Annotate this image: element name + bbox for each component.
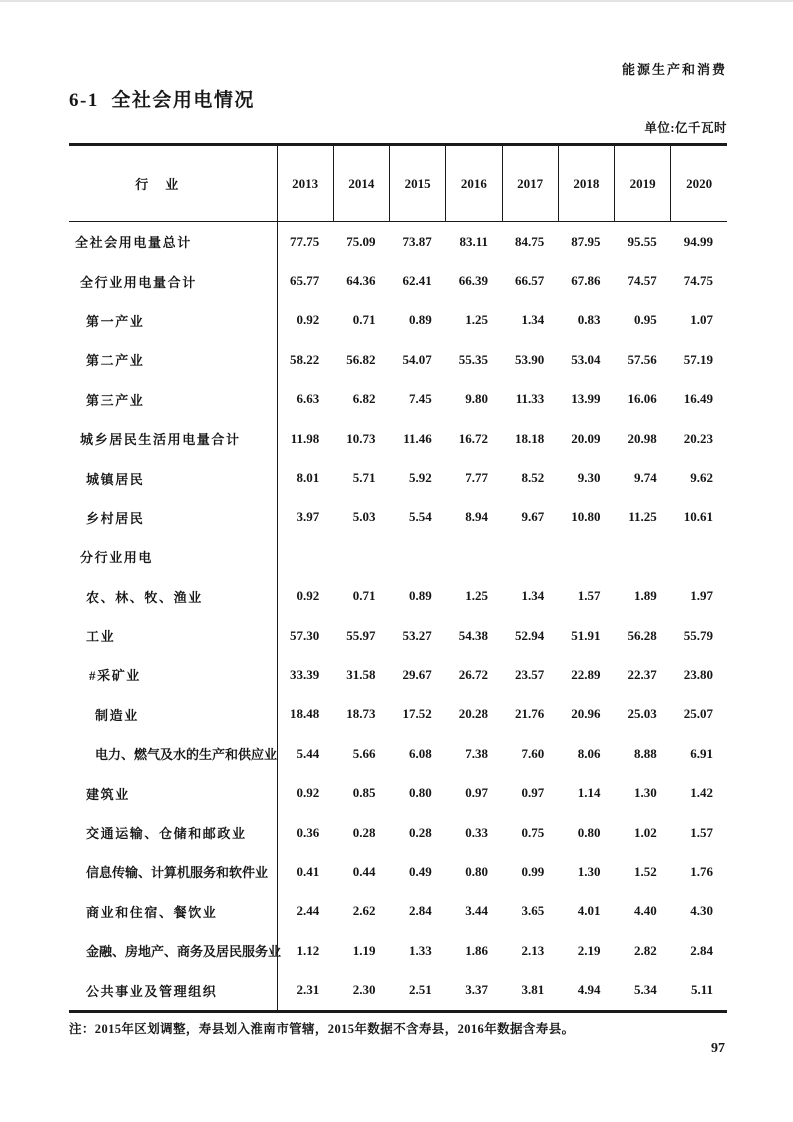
value-cell: 17.52 [402, 706, 432, 722]
value-cell: 22.89 [571, 666, 601, 682]
row-label: 农、林、牧、渔业 [86, 589, 203, 605]
value-cell: 0.41 [277, 852, 333, 891]
value-cell: 4.01 [577, 903, 601, 919]
value-cell: 1.19 [352, 942, 376, 958]
value-cell: 6.63 [277, 380, 333, 419]
column-header-year: 2018 [558, 145, 614, 222]
value-cell: 29.67 [402, 666, 432, 682]
row-label: 全社会用电量总计 [75, 235, 192, 251]
value-cell: 84.75 [515, 233, 545, 249]
value-cell: 2.13 [521, 942, 545, 958]
value-cell: 1.12 [277, 931, 333, 970]
value-cell: 8.88 [634, 745, 657, 761]
value-cell: 57.19 [683, 351, 713, 367]
value-cell: 1.57 [690, 824, 713, 840]
value-cell: 0.89 [409, 312, 432, 328]
value-cell: 2.19 [577, 942, 601, 958]
value-cell: 23.57 [515, 666, 545, 682]
value-cell: 5.44 [277, 734, 333, 773]
value-cell: 9.67 [521, 509, 545, 525]
table-container [69, 143, 727, 1013]
value-cell: 5.11 [690, 982, 713, 998]
value-cell: 2.30 [352, 982, 376, 998]
table-row [69, 695, 727, 734]
row-label: 乡村居民 [86, 510, 145, 526]
value-cell: 9.62 [690, 470, 713, 486]
value-cell: 5.92 [409, 470, 432, 486]
value-cell: 67.86 [571, 273, 601, 289]
value-cell: 18.48 [277, 695, 333, 734]
value-cell: 1.33 [409, 942, 432, 958]
value-cell: 8.52 [521, 470, 545, 486]
value-cell: 4.30 [690, 903, 713, 919]
row-label: 制造业 [95, 707, 139, 723]
value-cell: 1.42 [690, 785, 713, 801]
value-cell: 64.36 [346, 273, 376, 289]
value-cell: 6.91 [690, 745, 713, 761]
value-cell: 11.25 [628, 509, 657, 525]
column-header-year: 2015 [390, 145, 446, 222]
value-cell: 20.96 [571, 706, 601, 722]
value-cell: 0.89 [409, 588, 432, 604]
value-cell: 0.92 [277, 577, 333, 616]
table-row [69, 261, 727, 300]
row-label: 建筑业 [86, 786, 130, 802]
value-cell: 3.44 [465, 903, 488, 919]
page-number: 97 [711, 1041, 725, 1056]
row-label: #采矿业 [89, 668, 141, 684]
value-cell: 52.94 [515, 627, 545, 643]
value-cell: 9.74 [634, 470, 657, 486]
value-cell: 7.38 [465, 745, 488, 761]
value-cell: 54.07 [402, 351, 432, 367]
value-cell: 66.39 [458, 273, 488, 289]
value-cell: 18.73 [346, 706, 376, 722]
value-cell: 5.66 [352, 745, 376, 761]
row-label: 城镇居民 [86, 471, 145, 487]
table-row [69, 813, 727, 852]
page-title: 6-1 全社会用电情况 [69, 90, 255, 111]
row-label: 交通运输、仓储和邮政业 [86, 826, 247, 842]
table-row [69, 380, 727, 419]
value-cell: 23.80 [683, 666, 713, 682]
value-cell: 21.76 [515, 706, 545, 722]
value-cell: 4.94 [577, 982, 601, 998]
value-cell: 3.65 [521, 903, 545, 919]
value-cell: 1.07 [690, 312, 713, 328]
table-header-row [69, 145, 727, 222]
value-cell: 10.73 [346, 430, 376, 446]
value-cell: 56.82 [346, 351, 376, 367]
value-cell: 7.77 [465, 470, 488, 486]
column-header-year: 2019 [615, 145, 671, 222]
value-cell: 10.61 [683, 509, 713, 525]
value-cell: 74.57 [627, 273, 657, 289]
value-cell: 0.28 [409, 824, 432, 840]
value-cell [277, 537, 333, 576]
value-cell: 26.72 [458, 666, 488, 682]
value-cell: 1.89 [634, 588, 657, 604]
value-cell: 1.34 [521, 312, 545, 328]
table-row [69, 222, 727, 262]
value-cell: 0.28 [352, 824, 376, 840]
value-cell: 25.03 [627, 706, 657, 722]
column-header-year: 2016 [446, 145, 502, 222]
value-cell: 16.72 [458, 430, 488, 446]
value-cell: 0.80 [465, 863, 488, 879]
table-row [69, 734, 727, 773]
value-cell: 2.82 [634, 942, 657, 958]
value-cell: 0.99 [521, 863, 545, 879]
value-cell: 5.34 [634, 982, 657, 998]
value-cell: 0.95 [634, 312, 657, 328]
column-header-industry: 行 业 [69, 145, 277, 222]
value-cell: 7.60 [521, 745, 545, 761]
value-cell [558, 537, 614, 576]
row-label: 信息传输、计算机服务和软件业 [86, 865, 269, 881]
value-cell: 51.91 [571, 627, 601, 643]
value-cell: 0.71 [352, 312, 376, 328]
row-label: 公共事业及管理组织 [86, 983, 218, 999]
value-cell: 2.44 [277, 892, 333, 931]
table-row [69, 655, 727, 694]
row-label: 第三产业 [86, 392, 145, 408]
value-cell: 18.18 [515, 430, 545, 446]
value-cell: 73.87 [402, 233, 432, 249]
value-cell: 0.92 [277, 773, 333, 812]
row-label: 工业 [86, 629, 116, 645]
value-cell: 1.34 [521, 588, 545, 604]
column-header-year: 2013 [277, 145, 333, 222]
value-cell: 0.85 [352, 785, 376, 801]
value-cell: 1.57 [577, 588, 601, 604]
value-cell: 2.84 [409, 903, 432, 919]
table-row [69, 419, 727, 458]
value-cell: 0.36 [277, 813, 333, 852]
value-cell: 1.14 [577, 785, 601, 801]
value-cell: 0.97 [465, 785, 488, 801]
value-cell: 0.71 [352, 588, 376, 604]
value-cell: 2.62 [352, 903, 376, 919]
value-cell: 9.30 [577, 470, 601, 486]
electricity-consumption-table [69, 143, 727, 1013]
table-row [69, 340, 727, 379]
value-cell: 0.80 [409, 785, 432, 801]
value-cell: 2.31 [277, 970, 333, 1011]
row-label: 第二产业 [86, 353, 145, 369]
table-row [69, 970, 727, 1011]
value-cell: 1.30 [577, 863, 601, 879]
value-cell: 1.02 [634, 824, 657, 840]
value-cell [502, 537, 558, 576]
value-cell: 0.92 [277, 301, 333, 340]
table-header [69, 145, 727, 222]
value-cell: 0.75 [521, 824, 545, 840]
row-label: 分行业用电 [80, 550, 154, 566]
value-cell: 55.35 [458, 351, 488, 367]
value-cell: 8.01 [277, 458, 333, 497]
value-cell: 3.81 [521, 982, 545, 998]
table-row [69, 616, 727, 655]
value-cell: 0.80 [577, 824, 601, 840]
table-row [69, 892, 727, 931]
value-cell: 83.11 [459, 233, 488, 249]
row-label: 全行业用电量合计 [80, 274, 197, 290]
value-cell: 31.58 [346, 666, 376, 682]
value-cell: 1.52 [634, 863, 657, 879]
value-cell: 9.80 [465, 391, 488, 407]
table-row [69, 498, 727, 537]
table-row [69, 852, 727, 891]
value-cell: 20.09 [571, 430, 601, 446]
value-cell: 2.51 [409, 982, 432, 998]
value-cell [333, 537, 389, 576]
value-cell: 0.49 [409, 863, 432, 879]
value-cell: 4.40 [634, 903, 657, 919]
value-cell: 56.28 [627, 627, 657, 643]
value-cell: 57.56 [627, 351, 657, 367]
table-row [69, 577, 727, 616]
value-cell: 53.27 [402, 627, 432, 643]
column-header-year: 2017 [502, 145, 558, 222]
value-cell: 1.76 [690, 863, 713, 879]
value-cell: 1.25 [465, 312, 488, 328]
value-cell: 95.55 [627, 233, 657, 249]
value-cell: 3.97 [277, 498, 333, 537]
row-label: 城乡居民生活用电量合计 [80, 432, 241, 448]
table-row [69, 773, 727, 812]
row-label: 电力、燃气及水的生产和供应业 [95, 747, 278, 763]
value-cell: 77.75 [277, 222, 333, 262]
table-footnote: 注：2015年区划调整，寿县划入淮南市管辖，2015年数据不含寿县，2016年数据含寿县。 [69, 1022, 575, 1036]
value-cell: 0.83 [577, 312, 601, 328]
value-cell: 1.97 [690, 588, 713, 604]
value-cell: 65.77 [277, 261, 333, 300]
value-cell: 6.08 [409, 745, 432, 761]
value-cell: 1.25 [465, 588, 488, 604]
value-cell: 16.06 [627, 391, 657, 407]
value-cell: 8.94 [465, 509, 488, 525]
value-cell: 94.99 [683, 233, 713, 249]
value-cell: 5.71 [352, 470, 376, 486]
column-header-year: 2020 [671, 145, 727, 222]
value-cell: 11.98 [277, 419, 333, 458]
value-cell: 10.80 [571, 509, 601, 525]
value-cell: 1.30 [634, 785, 657, 801]
value-cell: 57.30 [277, 616, 333, 655]
unit-label: 单位:亿千瓦时 [644, 121, 727, 135]
value-cell: 0.33 [465, 824, 488, 840]
value-cell: 5.03 [352, 509, 376, 525]
table-row [69, 931, 727, 970]
value-cell: 3.37 [465, 982, 488, 998]
value-cell: 54.38 [458, 627, 488, 643]
value-cell [446, 537, 502, 576]
value-cell: 13.99 [571, 391, 601, 407]
value-cell: 6.82 [352, 391, 376, 407]
value-cell: 75.09 [346, 233, 376, 249]
column-header-year: 2014 [333, 145, 389, 222]
value-cell: 74.75 [683, 273, 713, 289]
value-cell: 25.07 [683, 706, 713, 722]
value-cell: 1.86 [465, 942, 488, 958]
table-row [69, 537, 727, 576]
value-cell [390, 537, 446, 576]
value-cell: 20.23 [683, 430, 713, 446]
scan-edge-artifact [0, 0, 793, 2]
value-cell: 53.04 [571, 351, 601, 367]
value-cell: 16.49 [683, 391, 713, 407]
value-cell: 2.84 [690, 942, 713, 958]
value-cell: 20.98 [627, 430, 657, 446]
running-header: 能源生产和消费 [621, 62, 727, 77]
row-label: 金融、房地产、商务及居民服务业 [86, 944, 282, 960]
value-cell: 62.41 [402, 273, 432, 289]
table-row [69, 301, 727, 340]
value-cell: 22.37 [627, 666, 657, 682]
value-cell: 20.28 [458, 706, 488, 722]
value-cell [615, 537, 671, 576]
table-row [69, 458, 727, 497]
value-cell: 66.57 [515, 273, 545, 289]
value-cell: 5.54 [409, 509, 432, 525]
row-label: 第一产业 [86, 313, 145, 329]
value-cell: 7.45 [409, 391, 432, 407]
row-label: 商业和住宿、餐饮业 [86, 904, 218, 920]
value-cell: 33.39 [277, 655, 333, 694]
value-cell [671, 537, 727, 576]
value-cell: 87.95 [571, 233, 601, 249]
value-cell: 8.06 [577, 745, 601, 761]
value-cell: 55.79 [683, 627, 713, 643]
value-cell: 0.44 [352, 863, 376, 879]
value-cell: 58.22 [277, 340, 333, 379]
value-cell: 55.97 [346, 627, 376, 643]
value-cell: 53.90 [515, 351, 545, 367]
value-cell: 0.97 [521, 785, 545, 801]
value-cell: 11.33 [515, 391, 545, 407]
value-cell: 11.46 [403, 430, 432, 446]
table-body [69, 222, 727, 1012]
